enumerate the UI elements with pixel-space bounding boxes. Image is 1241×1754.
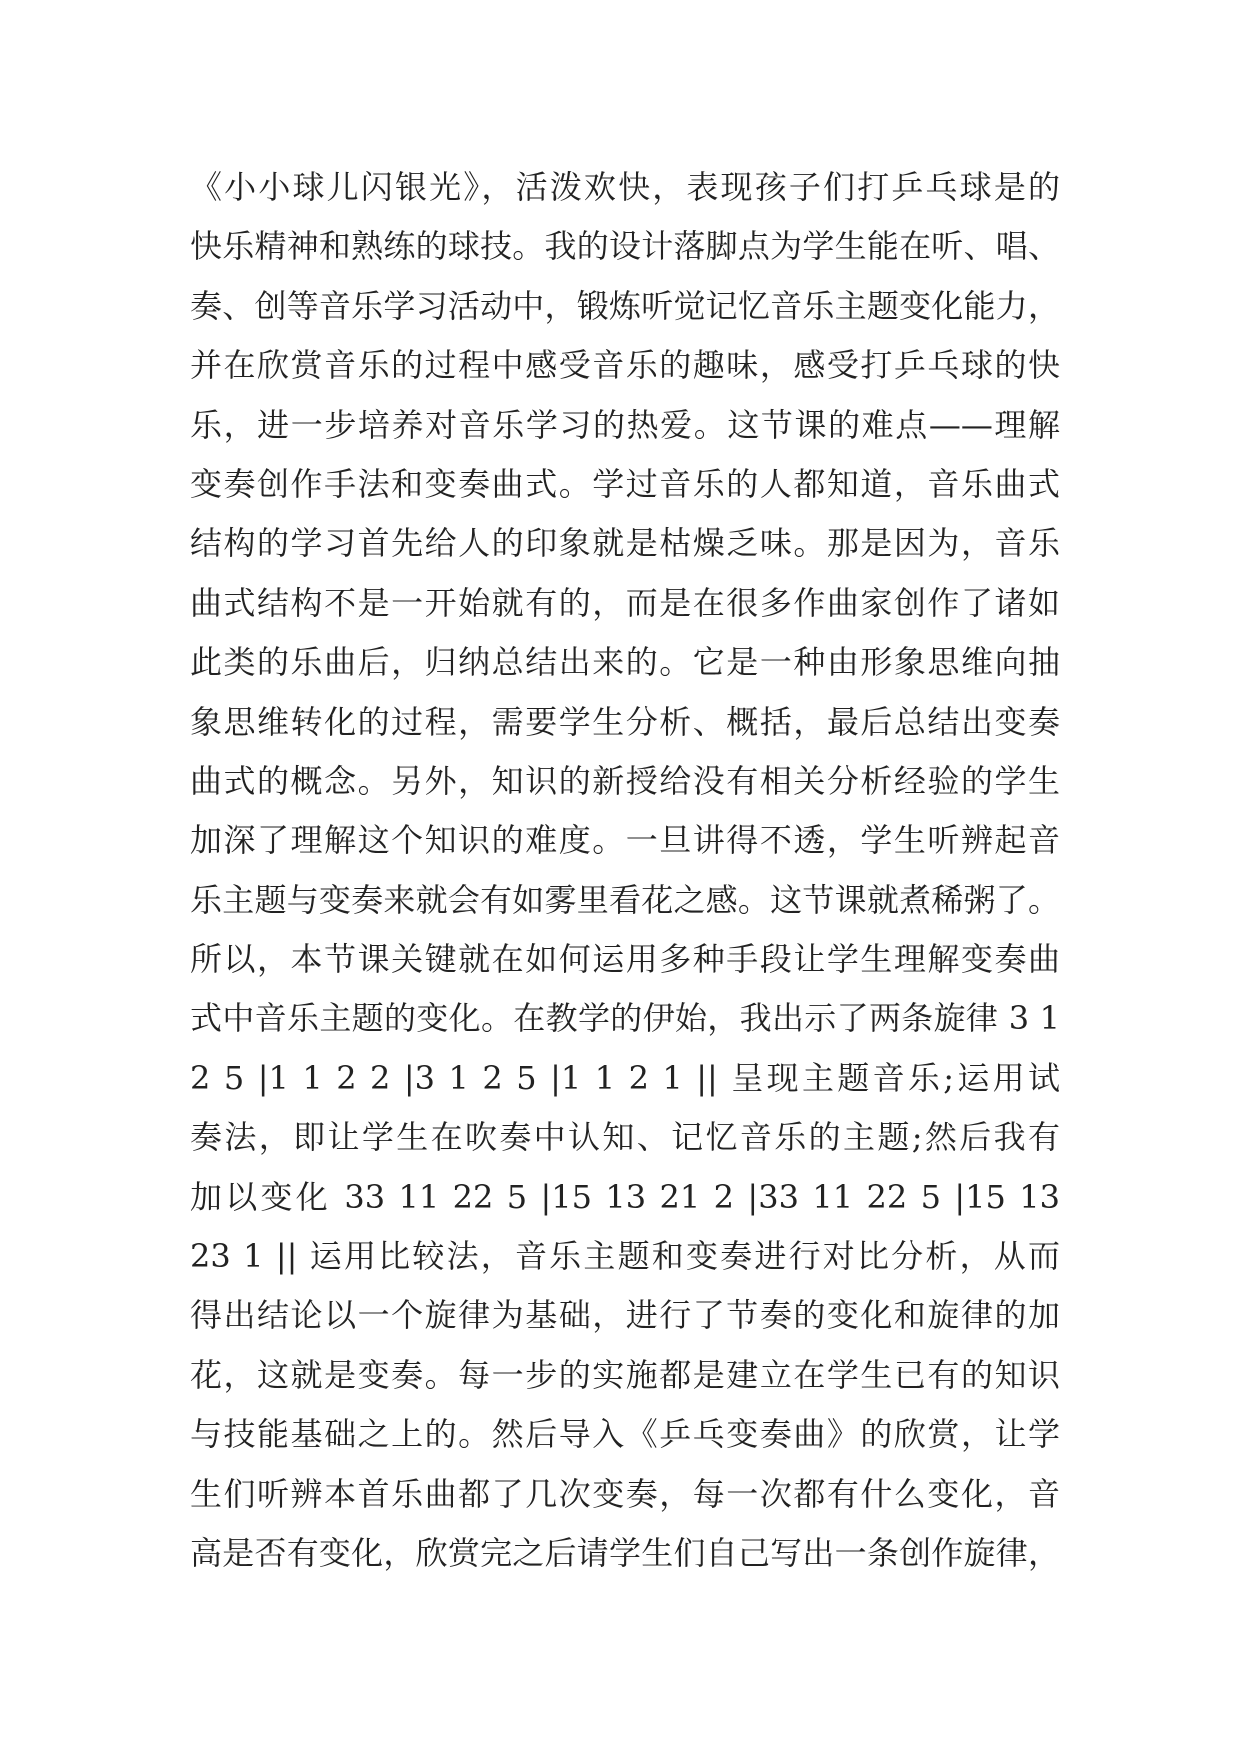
text-line: 《小小球儿闪银光》，活泼欢快，表现孩子们打乒乓球是的 xyxy=(190,168,1060,206)
text-line: 并在欣赏音乐的过程中感受音乐的趣味，感受打乒乓球的快 xyxy=(190,346,1060,385)
text-line: 曲式的概念。另外，知识的新授给没有相关分析经验的学生 xyxy=(190,761,1060,800)
text-line: 所以，本节课关键就在如何运用多种手段让学生理解变奏曲 xyxy=(190,940,1060,979)
text-line: 23 1 || 运用比较法，音乐主题和变奏进行对比分析，从而 xyxy=(190,1237,1060,1276)
text-line: 生们听辨本首乐曲都了几次变奏，每一次都有什么变化，音 xyxy=(190,1474,1060,1513)
text-line: 乐，进一步培养对音乐学习的热爱。这节课的难点——理解 xyxy=(190,405,1060,444)
text-line: 结构的学习首先给人的印象就是枯燥乏味。那是因为，音乐 xyxy=(190,524,1060,563)
text-line: 乐主题与变奏来就会有如雾里看花之感。这节课就煮稀粥了。 xyxy=(190,880,1060,919)
text-line: 式中音乐主题的变化。在教学的伊始，我出示了两条旋律 3 1 xyxy=(190,999,1060,1038)
text-line: 此类的乐曲后，归纳总结出来的。它是一种由形象思维向抽 xyxy=(190,643,1060,682)
text-line: 与技能基础之上的。然后导入《乒乓变奏曲》的欣赏，让学 xyxy=(190,1415,1060,1454)
text-line: 加深了理解这个知识的难度。一旦讲得不透，学生听辨起音 xyxy=(190,821,1060,860)
text-line: 变奏创作手法和变奏曲式。学过音乐的人都知道，音乐曲式 xyxy=(190,464,1060,503)
text-line: 高是否有变化，欣赏完之后请学生们自己写出一条创作旋律， xyxy=(190,1533,1060,1572)
text-line: 花，这就是变奏。每一步的实施都是建立在学生已有的知识 xyxy=(190,1355,1060,1394)
text-line: 加以变化 33 11 22 5 |15 13 21 2 |33 11 22 5 |15 13 xyxy=(190,1177,1060,1216)
text-line: 奏、创等音乐学习活动中，锻炼听觉记忆音乐主题变化能力， xyxy=(190,286,1060,325)
text-line: 2 5 |1 1 2 2 |3 1 2 5 |1 1 2 1 || 呈现主题音乐;运用试 xyxy=(190,1058,1060,1097)
text-line: 快乐精神和熟练的球技。我的设计落脚点为学生能在听、唱、 xyxy=(190,227,1060,266)
text-line: 象思维转化的过程，需要学生分析、概括，最后总结出变奏 xyxy=(190,702,1060,741)
text-line: 得出结论以一个旋律为基础，进行了节奏的变化和旋律的加 xyxy=(190,1296,1060,1335)
text-line: 曲式结构不是一开始就有的，而是在很多作曲家创作了诸如 xyxy=(190,583,1060,622)
text-line: 奏法，即让学生在吹奏中认知、记忆音乐的主题;然后我有 xyxy=(190,1118,1060,1157)
body-text xyxy=(190,158,1060,1583)
